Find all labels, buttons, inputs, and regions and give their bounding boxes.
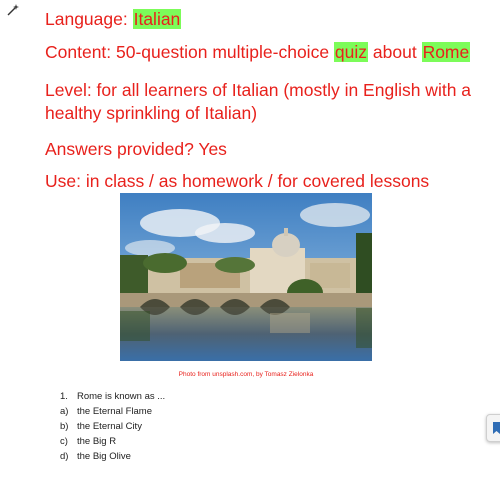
photo-caption: Photo from unsplash.com, by Tomasz Zielonka (178, 371, 314, 378)
option-a: a) the Eternal Flame (60, 406, 152, 417)
question-text: Rome is known as ... (77, 391, 166, 402)
quiz-question-block (60, 389, 165, 464)
use-line: Use: in class / as homework / for covered lessons (45, 171, 430, 191)
question-row (60, 389, 165, 404)
language-line: Language: Italian (45, 9, 181, 29)
bookmark-icon (487, 415, 500, 441)
lesson-info (45, 8, 490, 191)
quiz-highlight: quiz (334, 42, 368, 62)
magic-wand-icon[interactable] (6, 3, 20, 17)
question-number: 1. (60, 391, 68, 402)
content-line: Content: 50-question multiple-choice quiz about Rome (45, 42, 470, 62)
option-d: d) the Big Olive (60, 451, 131, 462)
rome-highlight: Rome (422, 42, 470, 62)
option-c: c) the Big R (60, 436, 117, 447)
language-value: Italian (133, 9, 181, 29)
side-panel-tab[interactable] (486, 414, 500, 442)
rome-photo (120, 193, 372, 361)
level-line: Level: for all learners of Italian (mostly in English with a healthy sprinkling of Italian) (45, 80, 472, 123)
option-b: b) the Eternal City (60, 421, 142, 432)
answers-line: Answers provided? Yes (45, 139, 227, 159)
